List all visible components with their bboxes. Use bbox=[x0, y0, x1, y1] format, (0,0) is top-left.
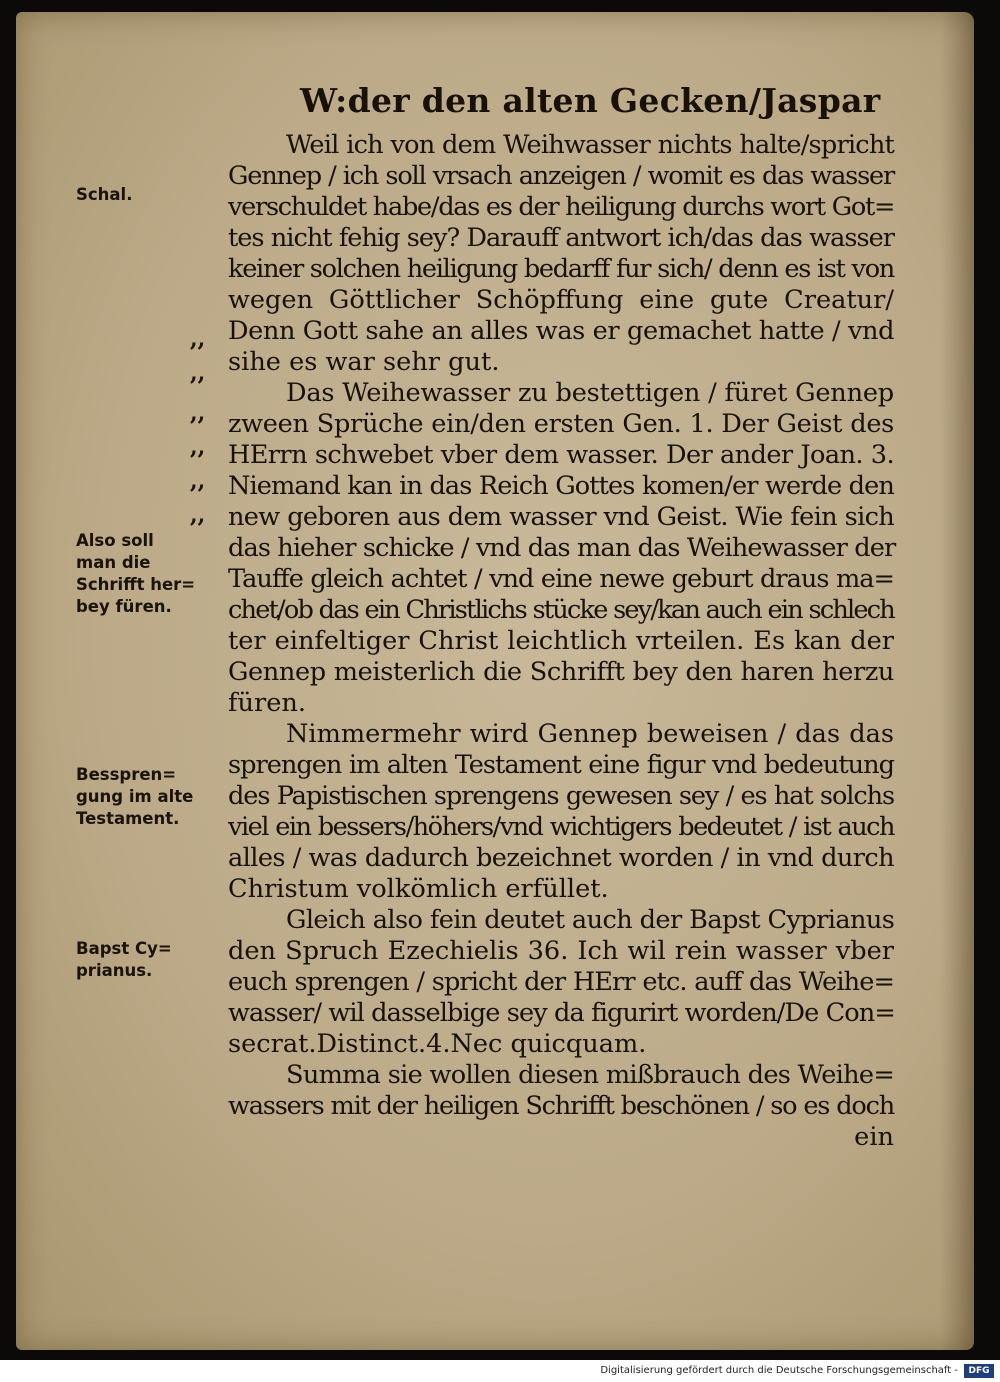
body-text bbox=[228, 130, 894, 1153]
footer-bar bbox=[0, 1360, 1000, 1382]
text-line: Nimmermehr wird Gennep beweisen / das das bbox=[286, 719, 894, 749]
funding-credit: Digitalisierung gefördert durch die Deutsche Forschungsgemeinschaft - bbox=[600, 1365, 958, 1376]
margin-note-line: Schal. bbox=[76, 185, 133, 204]
text-line: tes nicht fehig sey? Darauff antwort ich/das das wasser bbox=[228, 223, 894, 253]
text-line: euch sprengen / spricht der HErr etc. auff das Weihe= bbox=[228, 967, 894, 997]
text-line: Christum volkömlich erfüllet. bbox=[228, 874, 609, 904]
quote-mark: ,, bbox=[190, 326, 206, 352]
margin-note-line: gung im alte bbox=[76, 787, 194, 806]
page-edge-shadow bbox=[940, 12, 974, 1350]
margin-note-line: man die bbox=[76, 553, 151, 572]
margin-note-line: Also soll bbox=[76, 531, 154, 550]
text-line: ter einfeltiger Christ leichtlich vrteilen. Es kan der bbox=[228, 626, 894, 656]
dfg-logo: DFG bbox=[964, 1364, 994, 1378]
quote-mark: ,, bbox=[190, 502, 206, 528]
margin-note-line: Bapst Cy= bbox=[76, 939, 172, 958]
text-line: chet/ob das ein Christlichs stücke sey/kan auch ein schlech bbox=[228, 595, 894, 625]
text-line: alles / was dadurch bezeichnet worden / in vnd durch bbox=[228, 843, 894, 873]
quote-mark: ,, bbox=[190, 360, 206, 386]
margin-note-schrifft bbox=[76, 530, 195, 618]
catchword: ein bbox=[854, 1122, 894, 1152]
text-line: füren. bbox=[228, 688, 306, 718]
margin-note-line: Schrifft her= bbox=[76, 575, 196, 594]
text-line: Denn Gott sahe an alles was er gemachet hatte / vnd bbox=[228, 316, 895, 346]
margin-note-line: prianus. bbox=[76, 961, 153, 980]
text-line: Das Weihewasser zu bestettigen / füret Gennep bbox=[286, 378, 894, 408]
text-line: viel ein bessers/höhers/vnd wichtigers bedeutet / ist auch bbox=[228, 812, 894, 842]
margin-note-cyprianus bbox=[76, 938, 172, 982]
text-line: sihe es war sehr gut. bbox=[228, 347, 500, 377]
text-line: HErrn schwebet vber dem wasser. Der ander Joan. 3. bbox=[228, 440, 894, 470]
text-line: wegen Göttlicher Schöpffung eine gute Creatur/ bbox=[228, 285, 894, 315]
text-line: Niemand kan in das Reich Gottes komen/er werde den bbox=[228, 471, 894, 501]
text-line: Summa sie wollen diesen mißbrauch des Weihe= bbox=[286, 1060, 895, 1090]
margin-note-besprengung bbox=[76, 764, 193, 830]
text-line: Weil ich von dem Weihwasser nichts halte/spricht bbox=[286, 130, 894, 160]
text-line: Gennep meisterlich die Schrifft bey den haren herzu bbox=[228, 657, 894, 687]
text-line: new geboren aus dem wasser vnd Geist. Wie fein sich bbox=[228, 502, 894, 532]
quote-mark: ,, bbox=[190, 468, 206, 494]
text-line: des Papistischen sprengens gewesen sey / es hat solchs bbox=[228, 781, 894, 811]
text-line: Gleich also fein deutet auch der Bapst Cyprianus bbox=[286, 905, 895, 935]
text-line: sprengen im alten Testament eine figur vnd bedeutung bbox=[228, 750, 894, 780]
text-line: Tauffe gleich achtet / vnd eine newe geburt draus ma= bbox=[228, 564, 894, 594]
margin-note-schal bbox=[76, 184, 132, 206]
quote-mark: ,, bbox=[190, 434, 206, 460]
margin-note-line: Testament. bbox=[76, 809, 180, 828]
running-head: W:der den alten Gecken/Jaspar bbox=[300, 81, 881, 120]
text-line: das hieher schicke / vnd das man das Weihewasser der bbox=[228, 533, 896, 563]
text-line: wasser/ wil dasselbige sey da figurirt worden/De Con= bbox=[228, 998, 895, 1028]
quote-mark: ,, bbox=[190, 400, 206, 426]
text-line: secrat.Distinct.4.Nec quicquam. bbox=[228, 1029, 647, 1059]
text-line: den Spruch Ezechielis 36. Ich wil rein wasser vber bbox=[228, 936, 894, 966]
margin-note-line: Besspren= bbox=[76, 765, 177, 784]
text-line: keiner solchen heiligung bedarff fur sich/ denn es ist von bbox=[228, 254, 894, 284]
text-line: verschuldet habe/das es der heiligung durchs wort Got= bbox=[228, 192, 895, 222]
text-line: Gennep / ich soll vrsach anzeigen / womit es das wasser bbox=[228, 161, 894, 191]
text-line: wassers mit der heiligen Schrifft beschönen / so es doch bbox=[228, 1091, 894, 1121]
text-line: zween Sprüche ein/den ersten Gen. 1. Der Geist des bbox=[228, 409, 894, 439]
margin-note-line: bey füren. bbox=[76, 597, 172, 616]
